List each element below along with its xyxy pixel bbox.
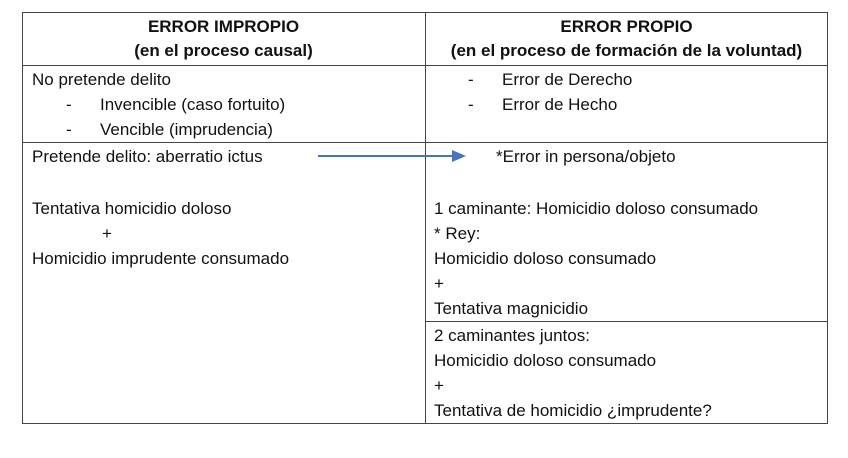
- row3-right-line: 2 caminantes juntos:: [434, 326, 590, 345]
- row2-right-line: 1 caminante: Homicidio doloso consumado: [434, 199, 759, 218]
- bullet-dash: -: [66, 120, 72, 139]
- row1-left-item-label: Vencible (imprudencia): [100, 120, 273, 139]
- row-divider-right: [425, 321, 828, 322]
- row2-left-line2: Tentativa homicidio doloso: [32, 199, 232, 218]
- row2-left-plus: +: [102, 224, 112, 243]
- table-border-right: [827, 12, 828, 424]
- header-right: [425, 15, 828, 63]
- bullet-dash: -: [66, 95, 72, 114]
- table-border-left: [22, 12, 23, 424]
- row1-left-item: [66, 117, 273, 142]
- row3-right-line: +: [434, 376, 444, 395]
- header-left-title: ERROR IMPROPIO: [147, 17, 300, 36]
- header-right-title: ERROR PROPIO: [560, 17, 693, 36]
- row3-right-line: Tentativa de homicidio ¿imprudente?: [434, 401, 712, 420]
- row1-left-item-label: Invencible (caso fortuito): [100, 95, 286, 114]
- header-left: [22, 15, 425, 63]
- row1-right-item-label: Error de Hecho: [502, 95, 618, 114]
- row1-left-heading: No pretende delito: [32, 70, 171, 89]
- row2-left-line1: Pretende delito: aberratio ictus: [32, 147, 263, 166]
- row2-left-line3: Homicidio imprudente consumado: [32, 249, 290, 268]
- row1-left-item: [66, 92, 285, 117]
- arrow-right-icon: [318, 149, 468, 163]
- row1-right-item-label: Error de Derecho: [502, 70, 633, 89]
- row2-right-line: * Rey:: [434, 224, 481, 243]
- row2-right-top: *Error in persona/objeto: [496, 147, 676, 166]
- header-right-subtitle: (en el proceso de formación de la voluntad): [450, 41, 803, 60]
- row2-right-line: +: [434, 274, 444, 293]
- header-left-subtitle: (en el proceso causal): [134, 41, 313, 60]
- row2-right-line: Homicidio doloso consumado: [434, 249, 657, 268]
- bullet-dash: -: [468, 95, 474, 114]
- comparison-table: [22, 12, 828, 424]
- row1-right-item: [468, 92, 617, 117]
- row2-right-line: Tentativa magnicidio: [434, 299, 589, 318]
- column-divider: [425, 12, 426, 424]
- row1-right-item: [468, 67, 632, 92]
- row3-right-line: Homicidio doloso consumado: [434, 351, 657, 370]
- bullet-dash: -: [468, 70, 474, 89]
